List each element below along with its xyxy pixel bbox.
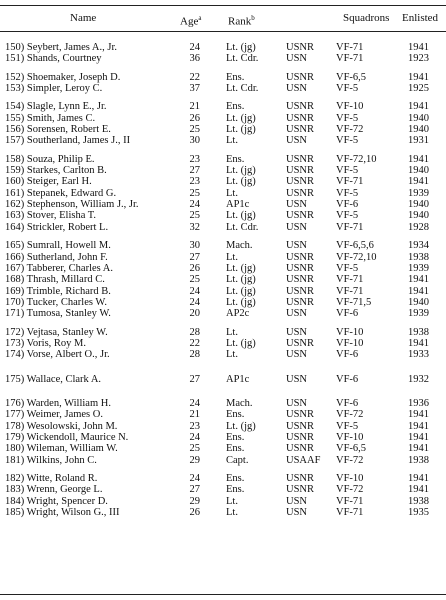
group-spacer [0,320,446,327]
squadrons-cell: VF-10 [336,473,364,484]
enlisted-year-cell: 1939 [408,187,429,199]
service-cell: USN [286,507,308,519]
table-row [0,409,446,420]
table-row [0,274,446,285]
age-cell: 24 [189,397,200,409]
service-cell: USNR [286,101,315,113]
age-cell: 20 [189,308,200,320]
service-cell: USNR [286,473,315,484]
person-name: 184) Wright, Spencer D. [5,495,108,507]
rank-cell: Lt. Cdr. [226,221,259,233]
service-cell: USN [286,373,308,385]
enlisted-year-cell: 1940 [408,165,429,177]
person-name: 155) Smith, James C. [5,112,96,124]
table-row [0,432,446,443]
squadrons-cell: VF-6 [336,373,359,385]
age-cell: 32 [189,221,200,233]
age-cell: 28 [189,326,200,338]
rank-cell: Lt. [226,251,238,263]
enlisted-year-cell: 1938 [408,251,429,263]
service-cell: USN [286,135,308,147]
enlisted-year-cell: 1938 [408,454,429,466]
squadrons-cell: VF-71 [336,176,364,188]
enlisted-year-cell: 1931 [408,135,429,147]
enlisted-year-cell: 1941 [408,409,429,421]
service-cell: USN [286,221,308,233]
person-name: 160) Steiger, Earl H. [5,176,92,188]
service-cell: USNR [286,285,315,297]
person-name: 179) Wickendoll, Maurice N. [5,431,129,443]
rank-cell: Lt. (jg) [226,112,256,124]
squadrons-cell: VF-72,10 [336,251,377,263]
enlisted-year-cell: 1939 [408,262,429,274]
person-name: 168) Thrash, Millard C. [5,274,105,286]
rank-cell: Ens. [226,443,245,455]
table-row [0,455,446,466]
age-cell: 27 [189,251,200,263]
rank-cell: Capt. [226,454,249,466]
rank-cell: Lt. Cdr. [226,83,259,95]
enlisted-year-cell: 1940 [408,296,429,308]
squadrons-cell: VF-72 [336,454,364,466]
squadrons-cell: VF-6 [336,199,359,211]
age-cell: 25 [189,274,200,286]
rank-cell: Ens. [226,101,245,113]
person-name: 172) Vejtasa, Stanley W. [5,326,108,338]
rank-cell: AP1c [226,199,250,211]
table-row [0,349,446,360]
group-spacer [0,233,446,240]
table-row [0,113,446,124]
table-row [0,72,446,83]
person-name: 181) Wilkins, John C. [5,454,97,466]
squadrons-cell: VF-5 [336,112,359,124]
group-spacer [0,385,446,398]
header-enlisted: Enlisted [402,12,439,24]
age-cell: 21 [189,101,200,113]
roster-table-body [0,42,446,518]
table-row [0,496,446,507]
squadrons-cell: VF-72 [336,409,364,421]
person-name: 150) Seybert, James A., Jr. [5,42,117,53]
group-spacer [0,65,446,72]
age-cell: 23 [189,153,200,165]
age-cell: 36 [189,53,200,65]
header-rank-footnote-mark: b [251,14,255,22]
rank-cell: AP1c [226,373,250,385]
service-cell: USN [286,495,308,507]
service-cell: USN [286,397,308,409]
age-cell: 23 [189,420,200,432]
enlisted-year-cell: 1940 [408,112,429,124]
person-name: 174) Vorse, Albert O., Jr. [5,349,110,361]
rank-cell: Mach. [226,397,253,409]
squadrons-cell: VF-6,5 [336,71,367,83]
service-cell: USNR [286,409,315,421]
squadrons-cell: VF-71 [336,42,364,53]
person-name: 154) Slagle, Lynn E., Jr. [5,101,107,113]
enlisted-year-cell: 1938 [408,495,429,507]
service-cell: USNR [286,71,315,83]
enlisted-year-cell: 1941 [408,431,429,443]
person-name: 153) Simpler, Leroy C. [5,83,103,95]
age-cell: 24 [189,296,200,308]
service-cell: USNR [286,337,315,349]
squadrons-cell: VF-6 [336,397,359,409]
age-cell: 37 [189,83,200,95]
squadrons-cell: VF-71 [336,221,364,233]
table-row [0,210,446,221]
person-name: 159) Starkes, Carlton B. [5,165,107,177]
header-name: Name [70,12,97,24]
rank-cell: Lt. (jg) [226,420,256,432]
person-name: 176) Warden, William H. [5,397,111,409]
rank-cell: Lt. (jg) [226,210,256,222]
table-row [0,101,446,112]
age-cell: 26 [189,262,200,274]
squadrons-cell: VF-5 [336,135,359,147]
rank-cell: Lt. [226,135,238,147]
enlisted-year-cell: 1925 [408,83,429,95]
age-cell: 27 [189,373,200,385]
service-cell: USNR [286,262,315,274]
person-name: 178) Wesolowski, John M. [5,420,118,432]
person-name: 177) Weimer, James O. [5,409,103,421]
rank-cell: Lt. Cdr. [226,53,259,65]
age-cell: 23 [189,176,200,188]
header-age-footnote-mark: a [198,14,202,22]
squadrons-cell: VF-71 [336,53,364,65]
squadrons-cell: VF-5 [336,83,359,95]
service-cell: USN [286,326,308,338]
service-cell: USN [286,83,308,95]
rank-cell: AP2c [226,308,250,320]
table-row [0,443,446,454]
rank-cell: Ens. [226,484,245,496]
age-cell: 24 [189,199,200,211]
service-cell: USNR [286,484,315,496]
service-cell: USNR [286,431,315,443]
rank-cell: Lt. [226,187,238,199]
person-name: 151) Shands, Courtney [5,53,102,65]
rank-cell: Lt. [226,326,238,338]
group-spacer [0,94,446,101]
age-cell: 24 [189,431,200,443]
age-cell: 27 [189,165,200,177]
group-spacer [0,147,446,154]
service-cell: USNR [286,42,315,53]
squadrons-cell: VF-72 [336,124,364,136]
service-cell: USNR [286,420,315,432]
table-row [0,297,446,308]
enlisted-year-cell: 1941 [408,443,429,455]
person-name: 185) Wright, Wilson G., III [5,507,120,519]
age-cell: 30 [189,240,200,252]
table-row [0,338,446,349]
squadrons-cell: VF-10 [336,326,364,338]
enlisted-year-cell: 1941 [408,420,429,432]
squadrons-cell: VF-72 [336,484,364,496]
squadrons-cell: VF-6 [336,308,359,320]
table-row [0,165,446,176]
service-cell: USN [286,199,308,211]
person-name: 171) Tumosa, Stanley W. [5,308,111,320]
service-cell: USN [286,240,308,252]
enlisted-year-cell: 1941 [408,274,429,286]
service-cell: USNR [286,124,315,136]
age-cell: 25 [189,443,200,455]
top-rule [0,5,446,6]
age-cell: 25 [189,187,200,199]
rank-cell: Lt. (jg) [226,337,256,349]
squadrons-cell: VF-71 [336,507,364,519]
age-cell: 28 [189,349,200,361]
table-row [0,484,446,495]
table-row [0,222,446,233]
table-row [0,263,446,274]
enlisted-year-cell: 1941 [408,484,429,496]
rank-cell: Lt. (jg) [226,176,256,188]
service-cell: USNR [286,443,315,455]
enlisted-year-cell: 1940 [408,124,429,136]
age-cell: 25 [189,210,200,222]
rank-cell: Lt. (jg) [226,274,256,286]
age-cell: 21 [189,409,200,421]
enlisted-year-cell: 1939 [408,308,429,320]
enlisted-year-cell: 1936 [408,397,429,409]
table-row [0,53,446,64]
rank-cell: Lt. [226,349,238,361]
age-cell: 29 [189,495,200,507]
group-spacer [0,361,446,374]
rank-cell: Lt. (jg) [226,296,256,308]
table-row [0,240,446,251]
rank-cell: Lt. [226,495,238,507]
person-name: 162) Stephenson, William J., Jr. [5,199,139,211]
enlisted-year-cell: 1928 [408,221,429,233]
service-cell: USNR [286,153,315,165]
age-cell: 29 [189,454,200,466]
rank-cell: Lt. (jg) [226,124,256,136]
table-row [0,176,446,187]
rank-cell: Lt. (jg) [226,165,256,177]
table-row [0,199,446,210]
service-cell: USNR [286,296,315,308]
enlisted-year-cell: 1935 [408,507,429,519]
squadrons-cell: VF-5 [336,187,359,199]
table-row [0,135,446,146]
person-name: 165) Sumrall, Howell M. [5,240,111,252]
header-rank: Rank$^b$ [228,14,255,28]
enlisted-year-cell: 1941 [408,337,429,349]
person-name: 173) Voris, Roy M. [5,337,87,349]
table-row [0,473,446,484]
person-name: 152) Shoemaker, Joseph D. [5,71,121,83]
age-cell: 26 [189,112,200,124]
enlisted-year-cell: 1938 [408,326,429,338]
person-name: 166) Sutherland, John F. [5,251,108,263]
age-cell: 22 [189,337,200,349]
table-row [0,507,446,518]
person-name: 156) Sorensen, Robert E. [5,124,111,136]
squadrons-cell: VF-6,5 [336,443,367,455]
table-row [0,327,446,338]
age-cell: 24 [189,473,200,484]
age-cell: 24 [189,42,200,53]
age-cell: 27 [189,484,200,496]
age-cell: 24 [189,285,200,297]
rank-cell: Ens. [226,431,245,443]
table-row [0,286,446,297]
person-name: 167) Tabberer, Charles A. [5,262,113,274]
enlisted-year-cell: 1941 [408,71,429,83]
enlisted-year-cell: 1934 [408,240,429,252]
service-cell: USAAF [286,454,321,466]
rank-cell: Ens. [226,409,245,421]
person-name: 169) Trimble, Richard B. [5,285,111,297]
enlisted-year-cell: 1941 [408,473,429,484]
person-name: 163) Stover, Elisha T. [5,210,97,222]
squadrons-cell: VF-5 [336,262,359,274]
age-cell: 26 [189,507,200,519]
squadrons-cell: VF-6,5,6 [336,240,374,252]
enlisted-year-cell: 1941 [408,101,429,113]
enlisted-year-cell: 1941 [408,176,429,188]
enlisted-year-cell: 1940 [408,210,429,222]
header-rule [0,31,446,32]
rank-cell: Lt. (jg) [226,285,256,297]
squadrons-cell: VF-10 [336,337,364,349]
service-cell: USNR [286,187,315,199]
squadrons-cell: VF-5 [336,165,359,177]
table-row [0,188,446,199]
enlisted-year-cell: 1932 [408,373,429,385]
rank-cell: Ens. [226,473,245,484]
rank-cell: Lt. [226,507,238,519]
header-age: Age$^a$ [180,14,202,28]
table-row [0,374,446,385]
table-row [0,154,446,165]
table-row [0,252,446,263]
person-name: 175) Wallace, Clark A. [5,373,102,385]
rank-cell: Mach. [226,240,253,252]
service-cell: USN [286,308,308,320]
enlisted-year-cell: 1923 [408,53,429,65]
enlisted-year-cell: 1933 [408,349,429,361]
age-cell: 30 [189,135,200,147]
age-cell: 22 [189,71,200,83]
squadrons-cell: VF-10 [336,431,364,443]
squadrons-cell: VF-10 [336,101,364,113]
enlisted-year-cell: 1940 [408,199,429,211]
enlisted-year-cell: 1941 [408,285,429,297]
service-cell: USNR [286,251,315,263]
squadrons-cell: VF-71,5 [336,296,372,308]
person-name: 183) Wrenn, George L. [5,484,103,496]
service-cell: USNR [286,176,315,188]
service-cell: USN [286,349,308,361]
rank-cell: Lt. (jg) [226,42,256,53]
rank-cell: Lt. (jg) [226,262,256,274]
bottom-rule [0,594,446,595]
rank-cell: Ens. [226,71,245,83]
person-name: 157) Southerland, James J., II [5,135,131,147]
person-name: 182) Witte, Roland R. [5,473,98,484]
table-row [0,308,446,319]
person-name: 164) Strickler, Robert L. [5,221,109,233]
squadrons-cell: VF-5 [336,210,359,222]
squadrons-cell: VF-71 [336,285,364,297]
enlisted-year-cell: 1941 [408,153,429,165]
table-row [0,124,446,135]
service-cell: USNR [286,210,315,222]
header-squadrons: Squadrons [343,12,390,24]
squadrons-cell: VF-6 [336,349,359,361]
service-cell: USN [286,53,308,65]
table-row [0,421,446,432]
rank-cell: Ens. [226,153,245,165]
table-row [0,398,446,409]
squadrons-cell: VF-71 [336,495,364,507]
person-name: 161) Stepanek, Edward G. [5,187,117,199]
person-name: 158) Souza, Philip E. [5,153,95,165]
enlisted-year-cell: 1941 [408,42,429,53]
table-row [0,83,446,94]
squadrons-cell: VF-5 [336,420,359,432]
person-name: 170) Tucker, Charles W. [5,296,107,308]
squadrons-cell: VF-72,10 [336,153,377,165]
table-row [0,42,446,53]
group-spacer [0,466,446,473]
service-cell: USNR [286,165,315,177]
squadrons-cell: VF-71 [336,274,364,286]
person-name: 180) Wileman, William W. [5,443,118,455]
service-cell: USNR [286,274,315,286]
service-cell: USNR [286,112,315,124]
age-cell: 25 [189,124,200,136]
